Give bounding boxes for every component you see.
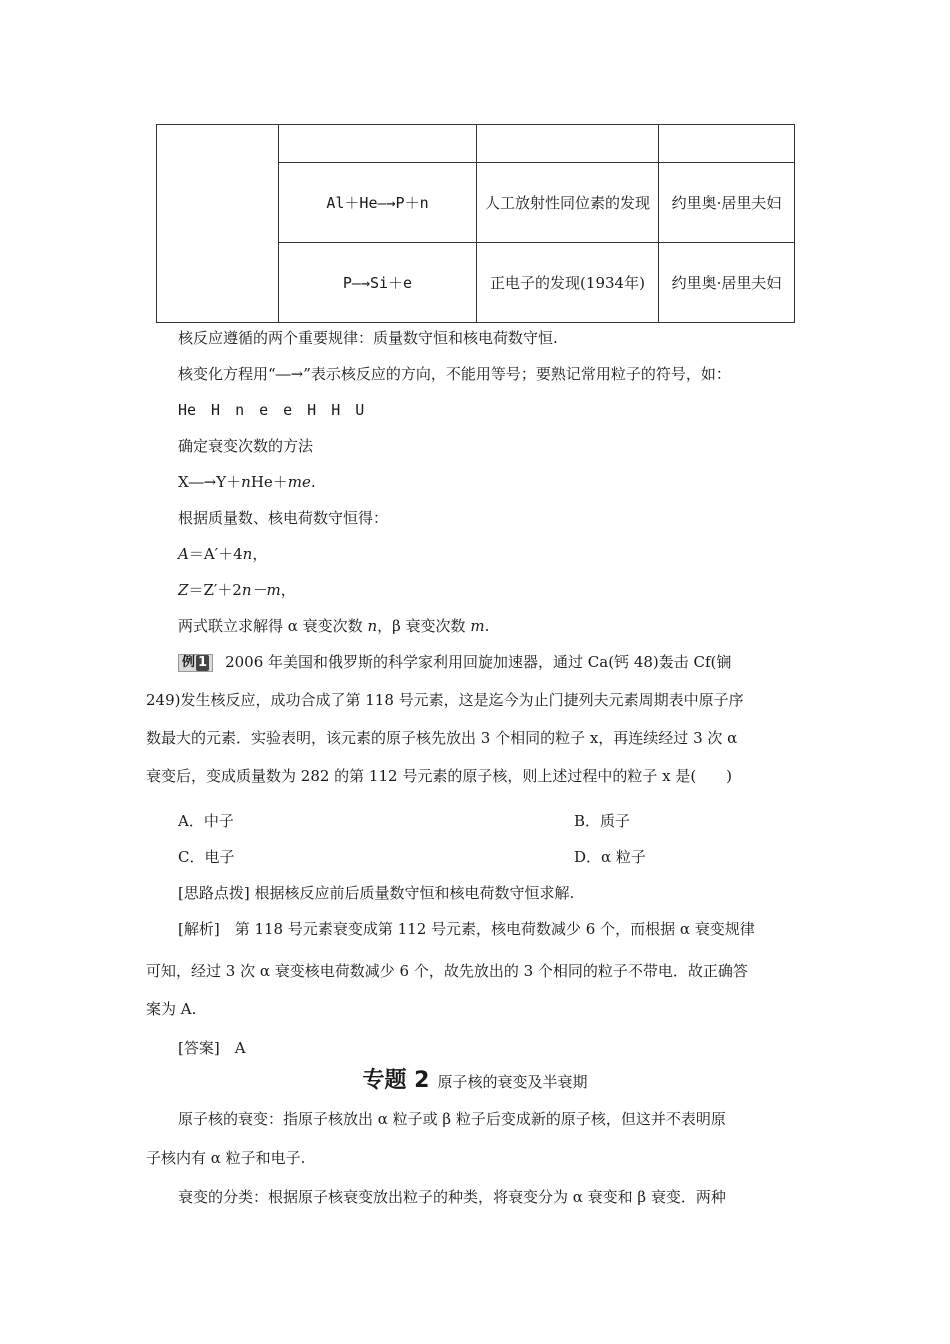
- choice-c: C．电子: [178, 848, 235, 866]
- table-cell-discoverer: 约里奥·居里夫妇: [659, 163, 795, 243]
- decay-paragraph-line-1: 原子核的衰变：指原子核放出 α 粒子或 β 粒子后变成新的原子核，但这并不表明原: [178, 1110, 726, 1128]
- example-badge-label: 例: [182, 655, 196, 670]
- example-badge: [178, 654, 213, 672]
- example-line-2: 249)发生核反应，成功合成了第 118 号元素，这是迄今为止门捷列夫元素周期表中原子序: [146, 691, 744, 709]
- decay-equation-m: me: [287, 473, 311, 491]
- table-cell-significance: 正电子的发现(1934年): [477, 243, 659, 323]
- table-cell-discoverer: [659, 125, 795, 163]
- charge-equation-nm: n－m: [241, 581, 281, 599]
- mass-equation-A: A: [178, 545, 189, 563]
- classification-paragraph-line-1: 衰变的分类：根据原子核衰变放出粒子的种类，将衰变分为 α 衰变和 β 衰变．两种: [178, 1188, 726, 1206]
- mass-equation: [178, 543, 267, 564]
- example-line-1: [178, 651, 731, 672]
- decay-equation: [178, 471, 316, 492]
- decay-equation-part: X―→Y＋: [178, 473, 242, 491]
- decay-equation-n: n: [241, 473, 251, 491]
- decay-paragraph-line-2: 子核内有 α 粒子和电子.: [146, 1149, 306, 1167]
- choice-a: A．中子: [178, 812, 234, 830]
- analysis-line-3: 案为 A.: [146, 1000, 197, 1018]
- charge-equation-Z: Z: [178, 581, 189, 599]
- solution-part: ，β 衰变次数: [377, 617, 471, 635]
- solution-text: [178, 615, 489, 636]
- choice-b: B．质子: [574, 812, 631, 830]
- equation-note-text: 核变化方程用“―→”表示核反应的方向，不能用等号；要熟记常用粒子的符号，如：: [178, 365, 731, 383]
- table-cell-reaction: P―→Si＋e: [279, 243, 477, 323]
- conservation-text: 根据质量数、核电荷数守恒得：: [178, 509, 389, 527]
- solution-m: m: [470, 617, 485, 635]
- particle-symbols-text: He H n e e H H U: [178, 401, 365, 419]
- table-cell-reaction: Al＋He―→P＋n: [279, 163, 477, 243]
- topic-heading: [0, 1063, 950, 1094]
- decay-equation-part: He＋: [250, 473, 288, 491]
- decay-equation-part: .: [310, 473, 316, 491]
- mass-equation-n: n: [242, 545, 253, 563]
- solution-part: .: [484, 617, 490, 635]
- charge-equation: [178, 579, 296, 600]
- method-title: 确定衰变次数的方法: [178, 437, 314, 455]
- example-badge-number: 1: [198, 655, 208, 670]
- charge-equation-part: ＝Z′＋2: [188, 581, 242, 599]
- example-line-4: 衰变后，变成质量数为 282 的第 112 号元素的原子核，则上述过程中的粒子 x 是( ): [146, 767, 733, 785]
- mass-equation-part: ，: [252, 545, 268, 563]
- answer-text: [答案] A: [178, 1039, 246, 1057]
- mass-equation-part: ＝A′＋4: [188, 545, 243, 563]
- table-cell-reaction: [279, 125, 477, 163]
- choice-d: D．α 粒子: [574, 848, 646, 866]
- nuclear-reaction-table: [156, 124, 795, 323]
- table-cell-significance: [477, 125, 659, 163]
- table-cell-discoverer: 约里奥·居里夫妇: [659, 243, 795, 323]
- example-line-3: 数最大的元素．实验表明，该元素的原子核先放出 3 个相同的粒子 x，再连续经过 3 次 α: [146, 729, 738, 747]
- analysis-line-2: 可知，经过 3 次 α 衰变核电荷数减少 6 个，故先放出的 3 个相同的粒子不带电．故正确答: [146, 962, 748, 980]
- table-merged-cell: [157, 125, 279, 323]
- example-text: 2006 年美国和俄罗斯的科学家利用回旋加速器，通过 Ca(钙 48)轰击 Cf(锎: [225, 653, 732, 671]
- topic-title: 原子核的衰变及半衰期: [437, 1073, 588, 1091]
- topic-label: 专题 2: [362, 1068, 430, 1093]
- hint-text: [思路点拨] 根据核反应前后质量数守恒和核电荷数守恒求解.: [178, 884, 575, 902]
- solution-part: 两式联立求解得 α 衰变次数: [178, 617, 368, 635]
- solution-n: n: [367, 617, 378, 635]
- analysis-line-1: [解析] 第 118 号元素衰变成第 112 号元素，核电荷数减少 6 个，而根据 α 衰变规律: [178, 920, 755, 938]
- table-cell-significance: 人工放射性同位素的发现: [477, 163, 659, 243]
- table-row: [157, 125, 795, 163]
- conservation-rules-text: 核反应遵循的两个重要规律：质量数守恒和核电荷数守恒.: [178, 329, 558, 347]
- charge-equation-part: ，: [280, 581, 296, 599]
